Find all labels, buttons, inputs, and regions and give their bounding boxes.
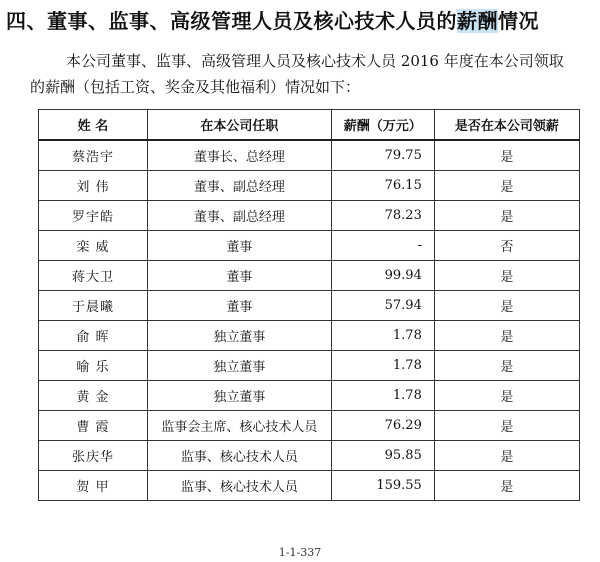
header-name: 姓 名 bbox=[39, 110, 148, 141]
cell-position: 董事 bbox=[147, 231, 331, 261]
table-row bbox=[39, 171, 580, 201]
cell-position: 独立董事 bbox=[147, 321, 331, 351]
cell-salary: 1.78 bbox=[331, 351, 434, 381]
cell-salary: 78.23 bbox=[331, 201, 434, 231]
cell-salary: 159.55 bbox=[331, 471, 434, 501]
cell-name: 刘 伟 bbox=[39, 171, 148, 201]
cell-paid: 是 bbox=[434, 140, 579, 171]
table-row bbox=[39, 231, 580, 261]
cell-position: 董事长、总经理 bbox=[147, 140, 331, 171]
cell-position: 董事 bbox=[147, 291, 331, 321]
intro-line-1: 本公司董事、监事、高级管理人员及核心技术人员 2016 年度在本公司领取 bbox=[66, 52, 564, 70]
cell-name: 喻 乐 bbox=[39, 351, 148, 381]
cell-salary: 1.78 bbox=[331, 381, 434, 411]
intro-paragraph bbox=[30, 48, 578, 100]
cell-position: 监事、核心技术人员 bbox=[147, 471, 331, 501]
cell-position: 董事、副总经理 bbox=[147, 201, 331, 231]
cell-paid: 是 bbox=[434, 351, 579, 381]
cell-paid: 是 bbox=[434, 321, 579, 351]
header-paid: 是否在本公司领薪 bbox=[434, 110, 579, 141]
cell-paid: 是 bbox=[434, 411, 579, 441]
cell-paid: 是 bbox=[434, 291, 579, 321]
cell-name: 曹 霞 bbox=[39, 411, 148, 441]
table-row bbox=[39, 261, 580, 291]
cell-name: 蒋大卫 bbox=[39, 261, 148, 291]
cell-salary: 57.94 bbox=[331, 291, 434, 321]
intro-line-2: 的薪酬（包括工资、奖金及其他福利）情况如下： bbox=[30, 78, 361, 96]
cell-salary: 95.85 bbox=[331, 441, 434, 471]
header-salary: 薪酬（万元） bbox=[331, 110, 434, 141]
cell-name: 俞 晖 bbox=[39, 321, 148, 351]
cell-salary: 79.75 bbox=[331, 140, 434, 171]
cell-salary: 99.94 bbox=[331, 261, 434, 291]
cell-paid: 是 bbox=[434, 471, 579, 501]
table-row bbox=[39, 321, 580, 351]
table-row bbox=[39, 201, 580, 231]
cell-name: 张庆华 bbox=[39, 441, 148, 471]
cell-name: 贺 甲 bbox=[39, 471, 148, 501]
cell-paid: 否 bbox=[434, 231, 579, 261]
cell-position: 监事会主席、核心技术人员 bbox=[147, 411, 331, 441]
table-header-row bbox=[39, 110, 580, 141]
cell-name: 蔡浩宇 bbox=[39, 140, 148, 171]
cell-paid: 是 bbox=[434, 381, 579, 411]
section-heading bbox=[6, 8, 600, 34]
heading-prefix: 四、董事、监事、高级管理人员及核心技术人员的 bbox=[6, 9, 457, 33]
table-row bbox=[39, 441, 580, 471]
cell-paid: 是 bbox=[434, 261, 579, 291]
cell-name: 罗宇皓 bbox=[39, 201, 148, 231]
cell-position: 监事、核心技术人员 bbox=[147, 441, 331, 471]
heading-suffix: 情况 bbox=[498, 9, 539, 33]
cell-position: 董事 bbox=[147, 261, 331, 291]
cell-salary: 1.78 bbox=[331, 321, 434, 351]
heading-highlight: 薪酬 bbox=[457, 9, 498, 33]
cell-position: 董事、副总经理 bbox=[147, 171, 331, 201]
table-row bbox=[39, 140, 580, 171]
cell-paid: 是 bbox=[434, 201, 579, 231]
compensation-table bbox=[38, 109, 580, 501]
cell-salary: 76.15 bbox=[331, 171, 434, 201]
table-row bbox=[39, 411, 580, 441]
cell-position: 独立董事 bbox=[147, 381, 331, 411]
cell-position: 独立董事 bbox=[147, 351, 331, 381]
table-row bbox=[39, 291, 580, 321]
cell-paid: 是 bbox=[434, 171, 579, 201]
table-body bbox=[39, 140, 580, 501]
cell-name: 于晨曦 bbox=[39, 291, 148, 321]
table-row bbox=[39, 351, 580, 381]
page-number: 1-1-337 bbox=[278, 546, 322, 559]
cell-name: 黄 金 bbox=[39, 381, 148, 411]
cell-salary: - bbox=[331, 231, 434, 261]
cell-paid: 是 bbox=[434, 441, 579, 471]
table-row bbox=[39, 381, 580, 411]
cell-name: 栾 威 bbox=[39, 231, 148, 261]
header-position: 在本公司任职 bbox=[147, 110, 331, 141]
cell-salary: 76.29 bbox=[331, 411, 434, 441]
table-row bbox=[39, 471, 580, 501]
